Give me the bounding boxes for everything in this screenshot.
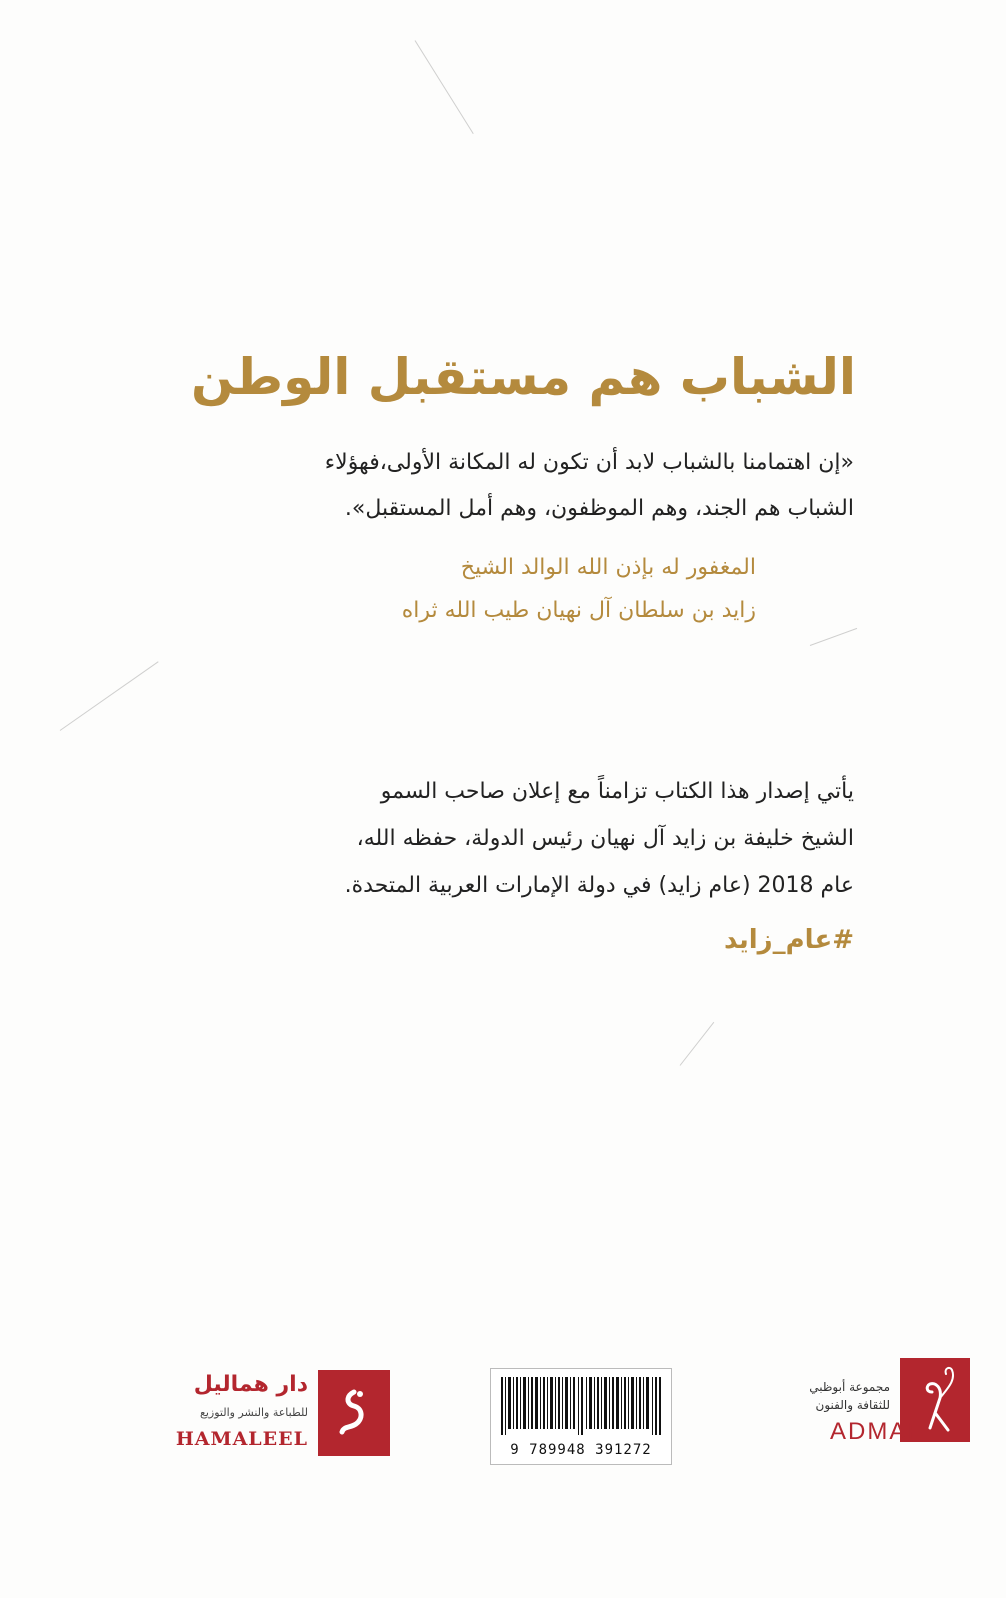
publisher-name-ar: دار هماليل bbox=[193, 1372, 308, 1397]
paragraph-line: عام 2018 (عام زايد) في دولة الإمارات العربية المتحدة. bbox=[344, 873, 854, 898]
paragraph-line: الشيخ خليفة بن زايد آل نهيان رئيس الدولة، حفظه الله، bbox=[356, 826, 854, 851]
publisher-logo-mark bbox=[318, 1370, 390, 1456]
paper-crease bbox=[415, 40, 474, 134]
partner-name-en: ADMAF bbox=[830, 1418, 924, 1445]
quote-line: «إن اهتمامنا بالشباب لابد أن تكون له المكانة الأولى،فهؤلاء bbox=[324, 450, 854, 475]
quote-block bbox=[234, 440, 854, 532]
quote-attribution-line: المغفور له بإذن الله الوالد الشيخ bbox=[460, 555, 756, 580]
publisher-name-en: HAMALEEL bbox=[175, 1428, 308, 1450]
book-tagline-title: الشباب هم مستقبل الوطن bbox=[191, 348, 856, 406]
publisher-logo bbox=[160, 1368, 390, 1458]
quote-line: الشباب هم الجند، وهم الموظفون، وهم أمل المستقبل». bbox=[344, 496, 854, 521]
partner-name-ar-line1: مجموعة أبوظبي bbox=[809, 1380, 890, 1394]
hashtag: #عام_زايد bbox=[723, 925, 854, 955]
barcode-bars bbox=[501, 1377, 661, 1435]
description-paragraph bbox=[234, 768, 854, 909]
paper-crease bbox=[680, 1022, 715, 1066]
isbn-barcode bbox=[490, 1368, 672, 1465]
partner-logo bbox=[760, 1358, 970, 1458]
paper-crease bbox=[810, 628, 857, 646]
paragraph-line: يأتي إصدار هذا الكتاب تزامناً مع إعلان صاحب السمو bbox=[380, 779, 854, 804]
quote-attribution-line: زايد بن سلطان آل نهيان طيب الله ثراه bbox=[401, 598, 756, 623]
publisher-glyph-icon bbox=[336, 1388, 372, 1438]
partner-name-ar-line2: للثقافة والفنون bbox=[815, 1398, 890, 1412]
paper-crease bbox=[60, 661, 159, 731]
publisher-subtitle-ar: للطباعة والنشر والتوزيع bbox=[199, 1406, 308, 1419]
isbn-number: 9 789948 391272 bbox=[510, 1442, 652, 1458]
